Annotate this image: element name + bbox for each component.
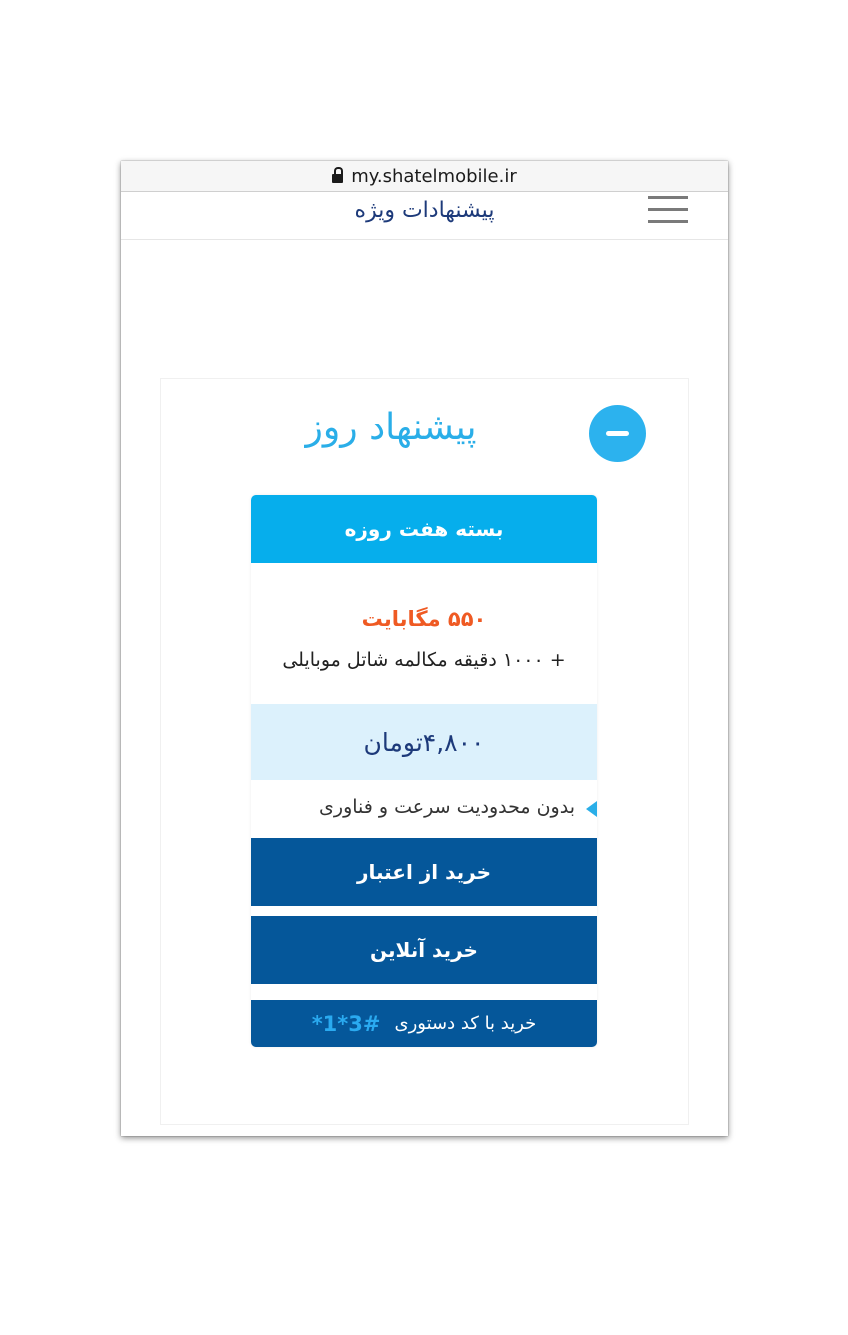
- ussd-code: *1*3#: [311, 1011, 381, 1036]
- offer-title: پیشنهاد روز: [305, 407, 477, 448]
- lock-icon: [332, 174, 343, 183]
- ussd-buy-button[interactable]: [251, 1000, 597, 1047]
- offer-panel: [160, 378, 689, 1125]
- package-name: بسته هفت روزه: [251, 495, 597, 563]
- page-header: [121, 192, 728, 240]
- minutes-text: + ۱۰۰۰ دقیقه مکالمه شاتل موبایلی: [282, 649, 566, 671]
- page-title: پیشنهادات ویژه: [354, 198, 495, 223]
- buy-from-credit-button[interactable]: خرید از اعتبار: [251, 838, 597, 906]
- ussd-label: خرید با کد دستوری: [394, 1013, 537, 1034]
- price: ۴,۸۰۰تومان: [251, 704, 597, 780]
- bullet-arrow-icon: [586, 801, 597, 817]
- data-amount: ۵۵۰ مگابایت: [361, 607, 487, 631]
- collapse-minus-icon[interactable]: [589, 405, 646, 462]
- package-card: [251, 495, 597, 1047]
- buy-online-button[interactable]: خرید آنلاین: [251, 916, 597, 984]
- browser-viewport: [121, 161, 728, 1136]
- feature-text: بدون محدودیت سرعت و فناوری: [319, 796, 575, 818]
- address-bar[interactable]: [121, 161, 728, 192]
- url-text: my.shatelmobile.ir: [351, 165, 517, 187]
- hamburger-menu-icon[interactable]: [648, 194, 688, 226]
- feature-row: [251, 780, 597, 838]
